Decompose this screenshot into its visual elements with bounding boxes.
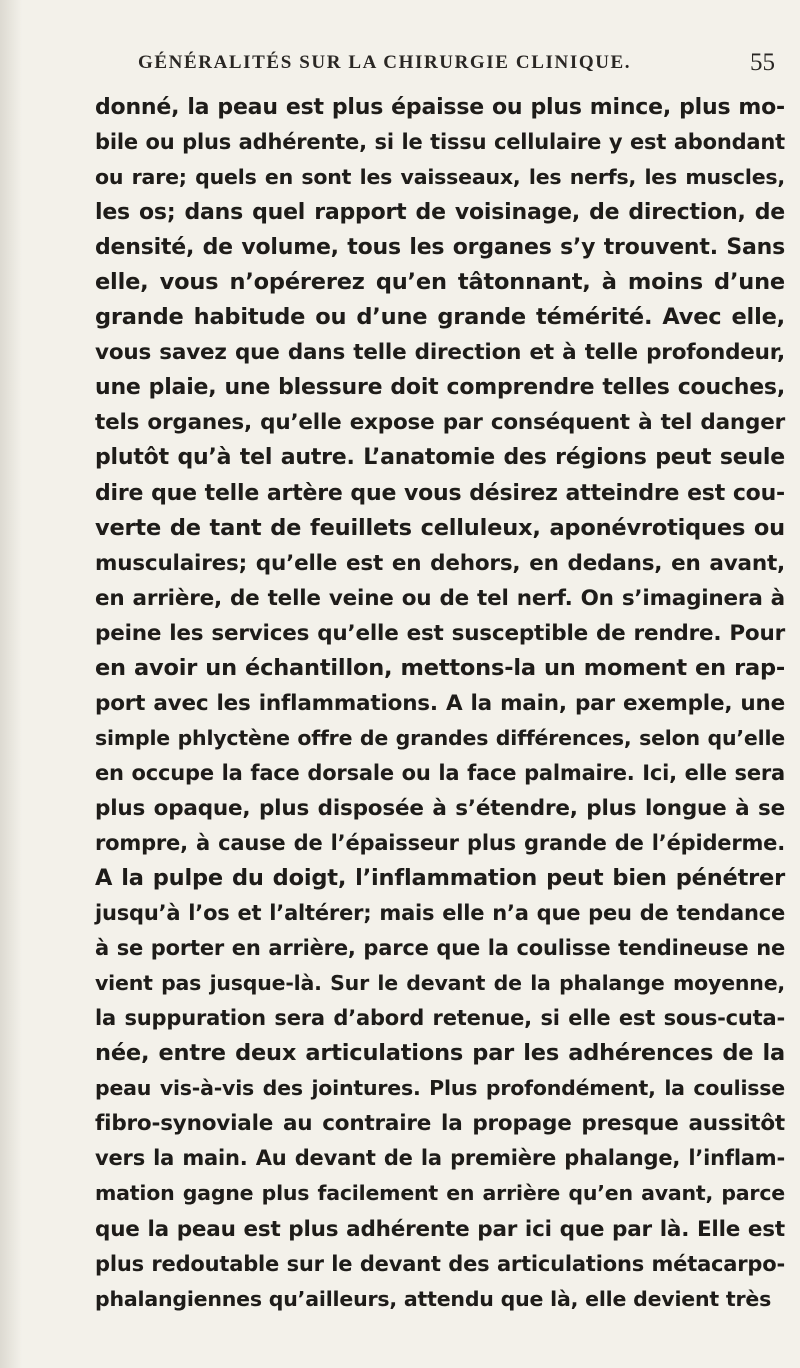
body-text: [95, 90, 785, 1317]
text-line: densité, de volume, tous les organes s’y trouvent. Sans: [95, 235, 785, 261]
text-line: vers la main. Au devant de la première phalange, l’inflam-: [95, 1146, 785, 1171]
page-number: 55: [750, 49, 775, 76]
text-line: plus redoutable sur le devant des articulations métacarpo-: [95, 1251, 785, 1276]
text-line: une plaie, une blessure doit comprendre telles couches,: [95, 375, 785, 401]
text-line: plus opaque, plus disposée à s’étendre, plus longue à se: [95, 795, 785, 821]
text-line: jusqu’à l’os et l’altérer; mais elle n’a que peu de tendance: [95, 901, 785, 926]
binding-shadow: [0, 0, 22, 1368]
text-line: que la peau est plus adhérente par ici que par là. Elle est: [95, 1216, 785, 1242]
text-line: tels organes, qu’elle expose par conséquent à tel danger: [95, 410, 785, 436]
running-title: GÉNÉRALITÉS SUR LA CHIRURGIE CLINIQUE.: [138, 52, 632, 73]
text-line: les os; dans quel rapport de voisinage, de direction, de: [95, 200, 785, 226]
text-line: en occupe la face dorsale ou la face palmaire. Ici, elle sera: [95, 760, 785, 785]
text-line: musculaires; qu’elle est en dehors, en dedans, en avant,: [95, 550, 785, 576]
text-line: dire que telle artère que vous désirez atteindre est cou-: [95, 480, 785, 506]
text-line: vient pas jusque-là. Sur le devant de la phalange moyenne,: [95, 971, 785, 996]
text-line: elle, vous n’opérerez qu’en tâtonnant, à moins d’une: [95, 269, 785, 296]
text-line: en arrière, de telle veine ou de tel nerf. On s’imaginera à: [95, 585, 785, 611]
text-line: verte de tant de feuillets celluleux, aponévrotiques ou: [95, 514, 785, 541]
text-line: en avoir un échantillon, mettons-la un moment en rap-: [95, 654, 785, 681]
text-line: port avec les inflammations. A la main, par exemple, une: [95, 690, 785, 716]
text-line: à se porter en arrière, parce que la coulisse tendineuse ne: [95, 936, 785, 961]
text-line: née, entre deux articulations par les adhérences de la: [95, 1040, 785, 1067]
text-line: la suppuration sera d’abord retenue, si elle est sous-cuta-: [95, 1006, 785, 1031]
text-line: phalangiennes qu’ailleurs, attendu que là, elle devient très: [95, 1286, 772, 1311]
text-line: ou rare; quels en sont les vaisseaux, les nerfs, les muscles,: [95, 165, 785, 190]
text-line: simple phlyctène offre de grandes différences, selon qu’elle: [95, 725, 785, 750]
text-line: vous savez que dans telle direction et à telle profondeur,: [95, 340, 785, 366]
text-line: rompre, à cause de l’épaisseur plus grande de l’épiderme.: [95, 830, 785, 855]
text-line: plutôt qu’à tel autre. L’anatomie des régions peut seule: [95, 445, 785, 471]
text-line: peine les services qu’elle est susceptible de rendre. Pour: [95, 620, 785, 646]
text-line: bile ou plus adhérente, si le tissu cellulaire y est abondant: [95, 130, 785, 155]
text-line: mation gagne plus facilement en arrière qu’en avant, parce: [95, 1181, 785, 1206]
text-line: donné, la peau est plus épaisse ou plus mince, plus mo-: [95, 95, 785, 120]
running-head: [60, 49, 775, 80]
text-line: peau vis-à-vis des jointures. Plus profondément, la coulisse: [95, 1076, 785, 1101]
text-line: grande habitude ou d’une grande témérité. Avec elle,: [95, 304, 785, 331]
text-line: A la pulpe du doigt, l’inflammation peut bien pénétrer: [95, 865, 785, 892]
text-line: fibro-synoviale au contraire la propage presque aussitôt: [95, 1111, 785, 1137]
